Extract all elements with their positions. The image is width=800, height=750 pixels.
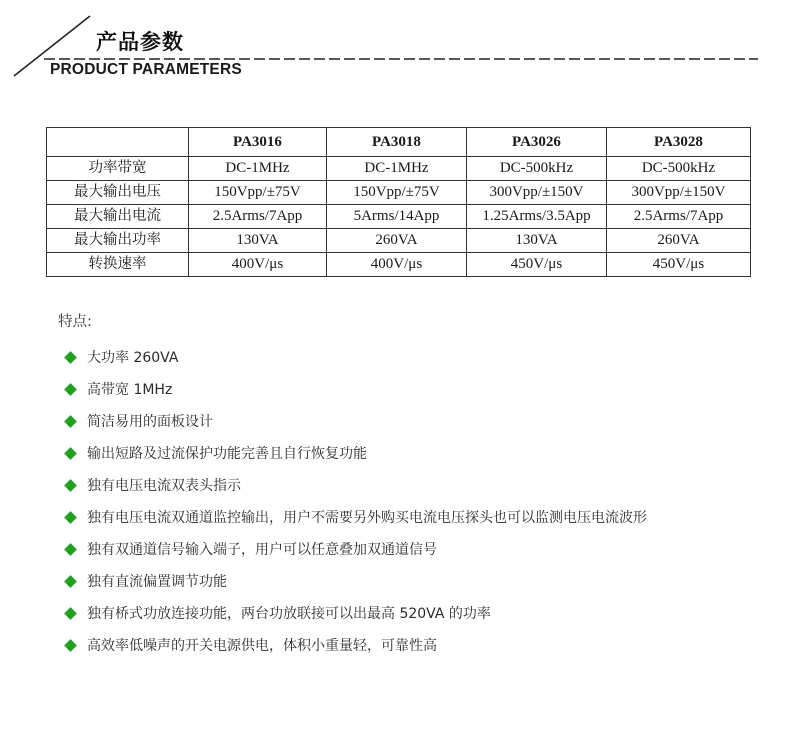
feature-text: 高带宽 1MHz (87, 382, 173, 398)
green-diamond-bullet-icon (64, 383, 77, 396)
section-title-english: PRODUCT PARAMETERS (50, 61, 242, 78)
table-cell: DC-1MHz (189, 157, 327, 181)
table-row (47, 229, 751, 253)
section-title-chinese: 产品参数 (96, 30, 184, 54)
features-section (58, 310, 778, 661)
table-cell: 260VA (607, 229, 751, 253)
feature-item (58, 597, 778, 629)
feature-text: 独有直流偏置调节功能 (87, 574, 227, 590)
feature-text: 简洁易用的面板设计 (87, 414, 213, 430)
table-cell: 150Vpp/±75V (189, 181, 327, 205)
feature-text: 独有桥式功放连接功能，两台功放联接可以出最高 520VA 的功率 (87, 606, 491, 622)
table-cell: DC-500kHz (467, 157, 607, 181)
green-diamond-bullet-icon (64, 639, 77, 652)
column-header: PA3026 (467, 128, 607, 157)
column-header (47, 128, 189, 157)
row-label: 转换速率 (47, 253, 189, 277)
table-cell: 2.5Arms/7App (189, 205, 327, 229)
green-diamond-bullet-icon (64, 415, 77, 428)
features-title: 特点: (58, 314, 92, 330)
column-header: PA3018 (327, 128, 467, 157)
feature-item (58, 373, 778, 405)
table-cell: 1.25Arms/3.5App (467, 205, 607, 229)
parameters-table (46, 127, 751, 277)
feature-item (58, 629, 778, 661)
feature-text: 独有电压电流双表头指示 (87, 478, 241, 494)
table-cell: 260VA (327, 229, 467, 253)
table-cell: 5Arms/14App (327, 205, 467, 229)
table-row (47, 181, 751, 205)
feature-item (58, 405, 778, 437)
table-cell: 300Vpp/±150V (607, 181, 751, 205)
green-diamond-bullet-icon (64, 351, 77, 364)
green-diamond-bullet-icon (64, 511, 77, 524)
table-cell: 450V/μs (467, 253, 607, 277)
green-diamond-bullet-icon (64, 607, 77, 620)
feature-item (58, 341, 778, 373)
row-label: 最大输出电压 (47, 181, 189, 205)
table-cell: 400V/μs (189, 253, 327, 277)
feature-item (58, 565, 778, 597)
table-cell: 130VA (189, 229, 327, 253)
feature-item (58, 469, 778, 501)
feature-text: 独有双通道信号输入端子，用户可以任意叠加双通道信号 (87, 542, 437, 558)
column-header: PA3016 (189, 128, 327, 157)
feature-text: 大功率 260VA (87, 350, 179, 366)
green-diamond-bullet-icon (64, 479, 77, 492)
feature-text: 输出短路及过流保护功能完善且自行恢复功能 (87, 446, 367, 462)
table-header-row (47, 128, 751, 157)
table-row (47, 157, 751, 181)
row-label: 最大输出电流 (47, 205, 189, 229)
table-row (47, 205, 751, 229)
feature-item (58, 501, 778, 533)
feature-item (58, 533, 778, 565)
table-cell: 300Vpp/±150V (467, 181, 607, 205)
table-row (47, 253, 751, 277)
section-header (0, 0, 800, 100)
row-label: 最大输出功率 (47, 229, 189, 253)
table-cell: DC-1MHz (327, 157, 467, 181)
green-diamond-bullet-icon (64, 575, 77, 588)
green-diamond-bullet-icon (64, 543, 77, 556)
green-diamond-bullet-icon (64, 447, 77, 460)
feature-text: 高效率低噪声的开关电源供电，体积小重量轻，可靠性高 (87, 638, 437, 654)
column-header: PA3028 (607, 128, 751, 157)
table-cell: 2.5Arms/7App (607, 205, 751, 229)
table-cell: 150Vpp/±75V (327, 181, 467, 205)
table-cell: 450V/μs (607, 253, 751, 277)
feature-item (58, 437, 778, 469)
table-cell: 400V/μs (327, 253, 467, 277)
row-label: 功率带宽 (47, 157, 189, 181)
table-cell: 130VA (467, 229, 607, 253)
table-cell: DC-500kHz (607, 157, 751, 181)
feature-text: 独有电压电流双通道监控输出，用户不需要另外购买电流电压探头也可以监测电压电流波形 (87, 510, 647, 526)
